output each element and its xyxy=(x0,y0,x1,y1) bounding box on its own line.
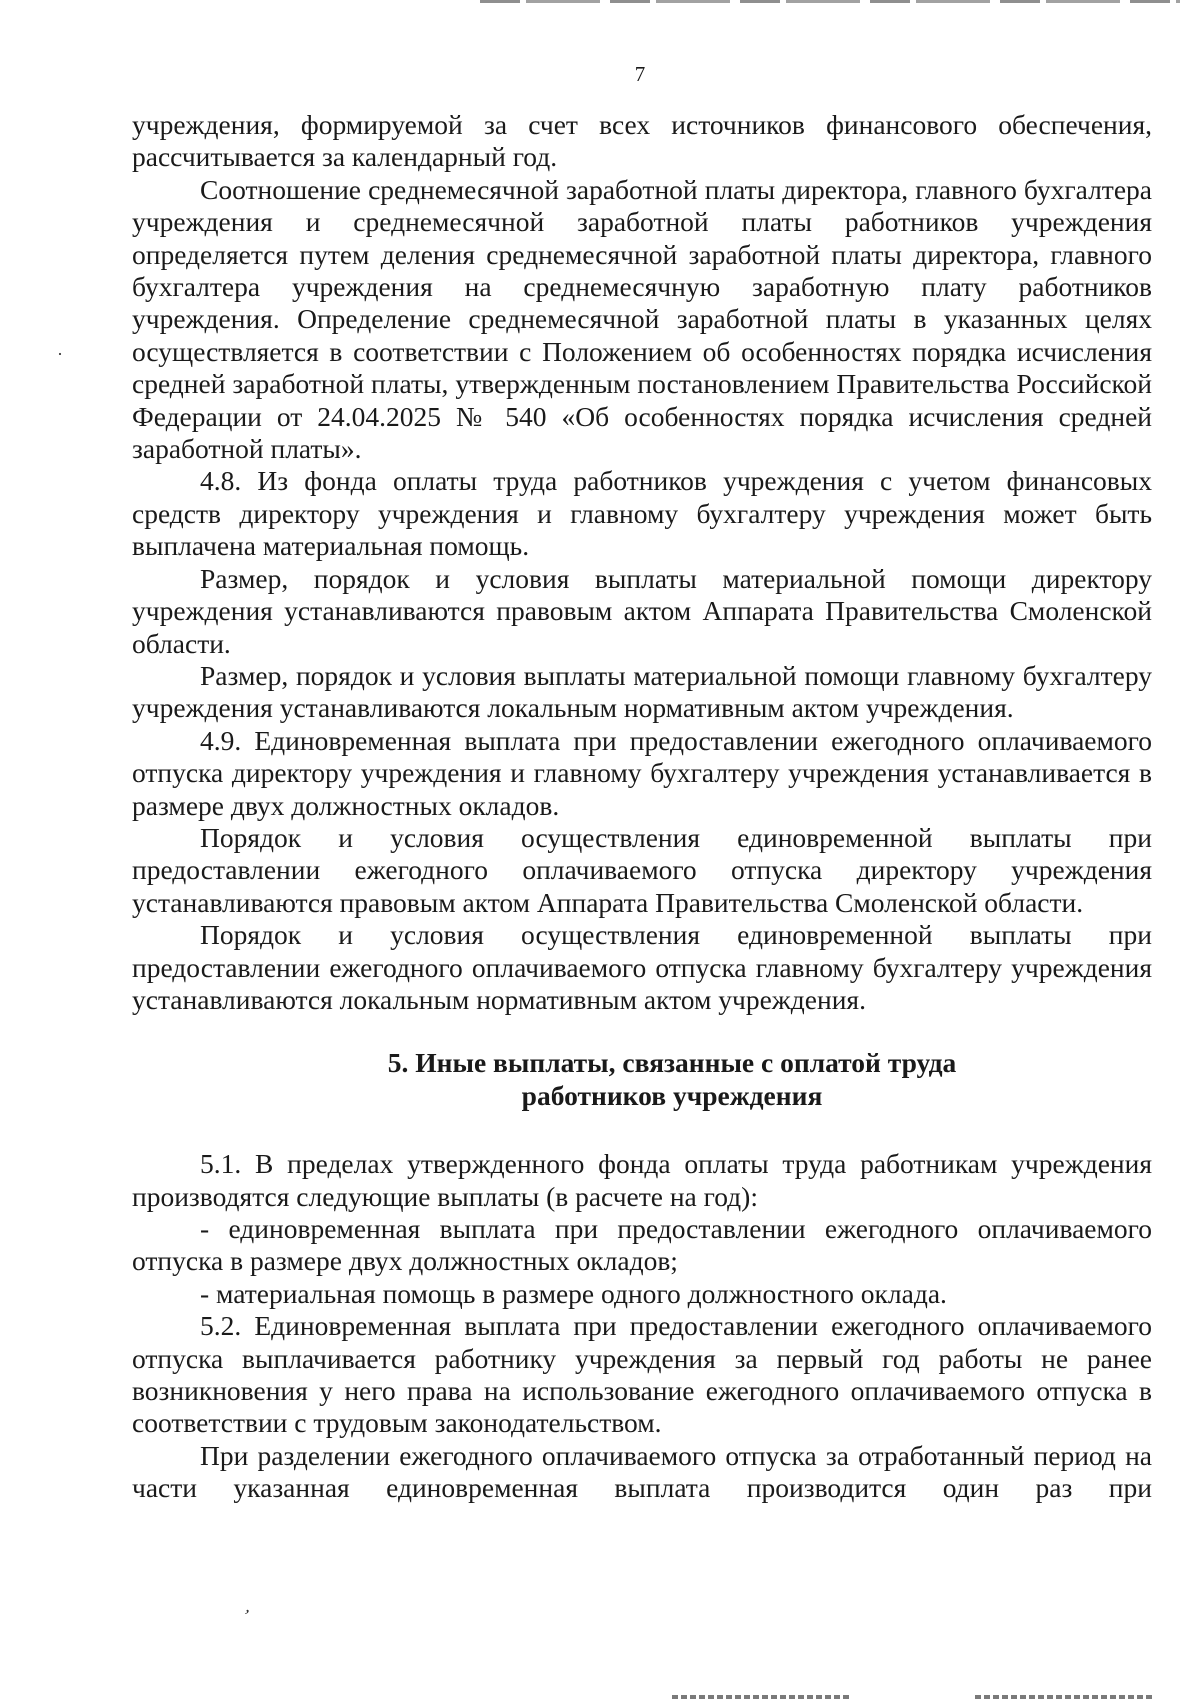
scan-speck: · xyxy=(57,344,63,364)
section-heading xyxy=(132,1047,1152,1112)
paragraph-5-1: 5.1. В пределах утвержденного фонда оплаты труда работникам учреждения производятся следующие выплаты (в расчете на год): xyxy=(132,1148,1152,1212)
scan-edge-artifact-bottom xyxy=(672,1695,852,1699)
paragraph: Размер, порядок и условия выплаты материальной помощи директору учреждения устанавливаются правовым актом Аппарата Правительства Смоленской области. xyxy=(132,562,1152,659)
document-body xyxy=(132,109,1152,1505)
scan-edge-artifact-top xyxy=(480,0,1180,3)
paragraph-4-9: 4.9. Единовременная выплата при предоставлении ежегодного оплачиваемого отпуска директору учреждения и главному бухгалтеру учреждения устанавливается в размере двух должностных окладов. xyxy=(132,724,1152,821)
paragraph: учреждения, формируемой за счет всех источников финансового обеспечения, рассчитывается за календарный год. xyxy=(132,109,1152,173)
paragraph: Размер, порядок и условия выплаты материальной помощи главному бухгалтеру учреждения устанавливаются локальным нормативным актом учреждения. xyxy=(132,659,1152,724)
paragraph-5-2: 5.2. Единовременная выплата при предоставлении ежегодного оплачиваемого отпуска выплачивается работнику учреждения за первый год работы не ранее возникновения у него права на использование ежегодного оплачиваемого отпуска в соответствии с трудовым законодательством. xyxy=(132,1310,1152,1439)
paragraph: Порядок и условия осуществления единовременной выплаты при предоставлении ежегодного оплачиваемого отпуска директору учреждения устанавливаются правовым актом Аппарата Правительства Смоленской области. xyxy=(132,821,1152,918)
scan-edge-artifact-bottom xyxy=(975,1695,1155,1699)
list-item: - единовременная выплата при предоставлении ежегодного оплачиваемого отпуска в размере двух должностных окладов; xyxy=(132,1213,1152,1277)
section-heading-line-1: 5. Иные выплаты, связанные с оплатой труда xyxy=(387,1047,957,1079)
section-heading-line-2: работников учреждения xyxy=(521,1079,823,1111)
scan-speck: , xyxy=(243,1595,255,1617)
paragraph: Соотношение среднемесячной заработной платы директора, главного бухгалтера учреждения и среднемесячной заработной платы работников учреждения определяется путем деления среднемесячной заработной платы директора, главного бухгалтера учреждения на среднемесячную заработную плату работников учреждения. Определение среднемесячной заработной платы в указанных целях осуществляется в соответствии с Положением об особенностях порядка исчисления средней заработной платы, утвержденным постановлением Правительства Российской Федерации от 24.04.2025 № 540 «Об особенностях порядка исчисления средней заработной платы». xyxy=(132,173,1152,465)
list-item: - материальная помощь в размере одного должностного оклада. xyxy=(200,1277,947,1309)
paragraph: При разделении ежегодного оплачиваемого отпуска за отработанный период на части указанная единовременная выплата производится один раз при xyxy=(132,1439,1152,1504)
page-number: 7 xyxy=(634,62,646,86)
paragraph-4-8: 4.8. Из фонда оплаты труда работников учреждения с учетом финансовых средств директору учреждения и главному бухгалтеру учреждения может быть выплачена материальная помощь. xyxy=(132,465,1152,562)
paragraph: Порядок и условия осуществления единовременной выплаты при предоставлении ежегодного оплачиваемого отпуска главному бухгалтеру учреждения устанавливаются локальным нормативным актом учреждения. xyxy=(132,919,1152,1015)
